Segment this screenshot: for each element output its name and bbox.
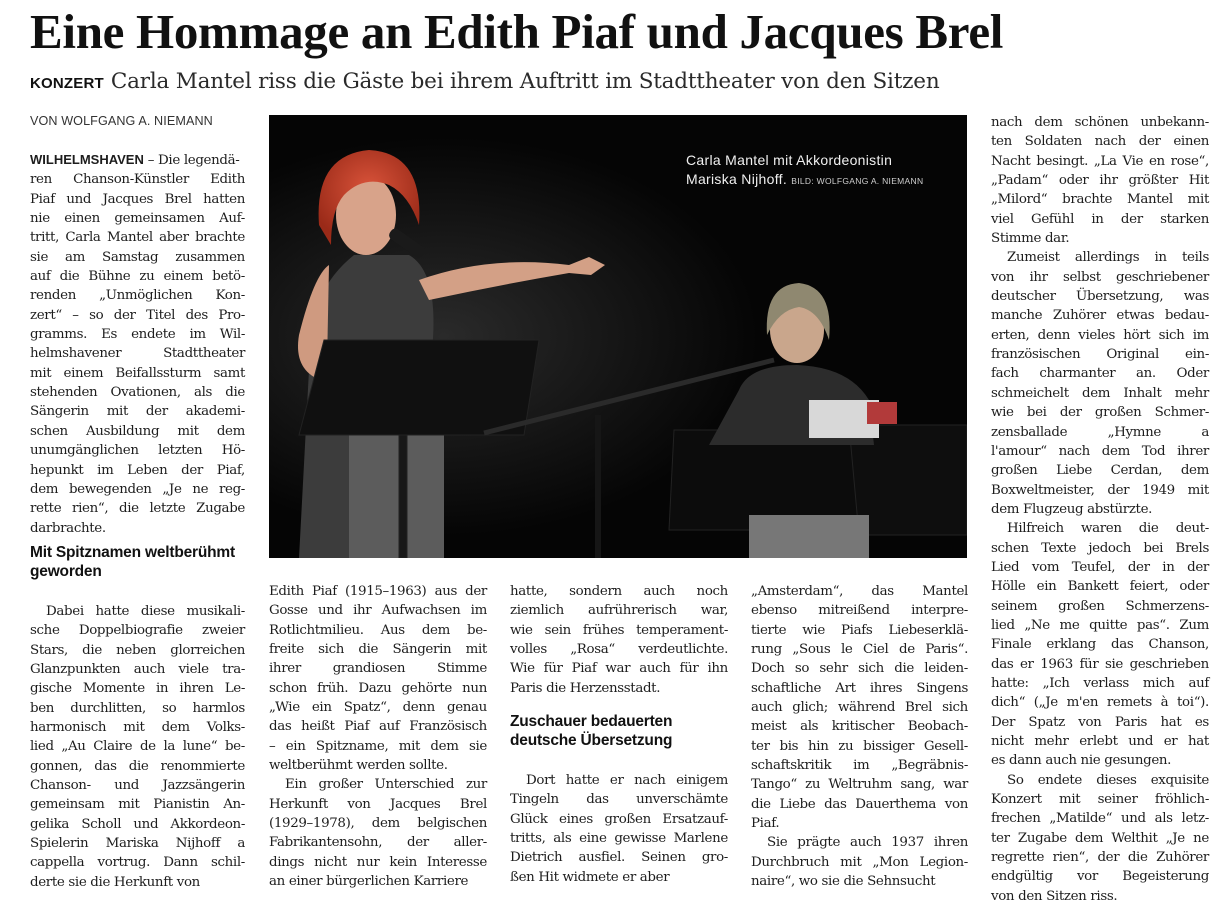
text-line: Spielerin Mariska Nijhoff a	[30, 836, 245, 852]
text-line: Lied vom Teufel, der in der	[991, 559, 1209, 575]
text-line: gemeinsam mit Pianistin An-	[30, 797, 245, 813]
text-line: Tingeln das unverschämte	[510, 792, 728, 808]
text-line: Hölle ein Bankett feiert, oder	[991, 579, 1209, 595]
text-line: das heißt Piaf auf Französisch	[269, 719, 487, 735]
text-line: Rotlichtmilieu. Aus dem be-	[269, 622, 487, 638]
text-line: deutscher Übersetzung, was	[991, 289, 1209, 305]
subtitle: Carla Mantel riss die Gäste bei ihrem Auftritt im Stadttheater von den Sitzen	[110, 69, 940, 94]
column-1-continued	[30, 602, 245, 892]
text-line: ben durchlitten, so harmlos	[30, 700, 245, 716]
text-line: gische Momente in ihren Le-	[30, 681, 245, 697]
text-line: „Amsterdam“, das Mantel	[751, 584, 968, 599]
text-line: – ein Spitzname, mit dem sie	[269, 738, 487, 754]
text-line: schen Ausbildung mit dem	[30, 423, 245, 439]
text-line: dings nicht nur kein Interesse	[269, 854, 487, 870]
text-line: auf die Bühne zu einem betö-	[30, 269, 245, 285]
text-line: l'amour“ nach dem Tod ihrer	[991, 443, 1209, 459]
text-line: lied „Au Claire de la lune“ be-	[30, 739, 245, 755]
text-line: tierte wie Piafs Liebeserklä-	[751, 622, 968, 638]
text-line: nicht mehr erlebt und er hat	[991, 734, 1209, 749]
caption-line-1: Carla Mantel mit Akkordeonistin	[686, 152, 893, 168]
byline: VON WOLFGANG A. NIEMANN	[30, 114, 213, 128]
text-line: ten Soldaten nach der einen	[991, 134, 1209, 150]
text-line: cappella vortrug. Dann schil-	[30, 855, 245, 871]
text-line: dem Flugzeug abstürzte.	[991, 501, 1153, 517]
text-line: zensballade „Hymne a	[991, 424, 1209, 440]
column-1	[30, 150, 245, 538]
text-line: ren Chanson-Künstler Edith	[30, 172, 245, 188]
text-line: schaftskritik im „Begräbnis-	[751, 758, 968, 774]
text-line: darbrachte.	[30, 520, 106, 536]
text-line: nie einen gemeinsamen Auf-	[30, 211, 245, 227]
text-line: endgültig vor Begeisterung	[991, 869, 1209, 885]
photo-caption	[686, 151, 923, 191]
text-line: Stimme dar.	[991, 231, 1070, 247]
text-line: viel Gefühl in der starken	[991, 211, 1209, 227]
text-line: rung „Sous le Ciel de Paris“.	[751, 642, 968, 658]
text-line: dem bewegenden „Je ne reg-	[30, 481, 245, 497]
caption-line-2: Mariska Nijhoff. BILD: WOLFGANG A. NIEMANN	[686, 171, 924, 187]
text-line: Zumeist allerdings in teils	[1007, 250, 1209, 266]
photo-credit: BILD: WOLFGANG A. NIEMANN	[791, 176, 924, 186]
text-line: Wie für Piaf war auch für ihn	[510, 661, 728, 677]
kicker: KONZERT	[30, 75, 104, 92]
text-line: gonnen, das die renommierte	[30, 758, 245, 774]
text-line: schaftliche Art ihres Singens	[751, 680, 968, 696]
text-line: frechen „Matilde“ und als letz-	[991, 811, 1209, 827]
text-line: seinem großen Schmerzens-	[991, 598, 1209, 614]
text-line: manche Zuhörer etwas bedau-	[991, 308, 1209, 324]
text-line: Doch so sehr sich die leiden-	[751, 661, 968, 677]
text-line: zert“ – so der Titel des Pro-	[30, 307, 245, 323]
text-line: Dort hatte er nach einigem	[526, 773, 728, 788]
text-line: nach dem schönen unbekann-	[991, 115, 1209, 130]
text-line: Glanzpunkten auch viele tra-	[30, 662, 245, 678]
text-line: ebenso mitreißend interpre-	[751, 603, 968, 619]
text-line: an einer bürgerlichen Karriere	[269, 874, 469, 890]
text-line: französischen Original ein-	[991, 347, 1209, 363]
text-line: die Liebe das Dauerthema von	[751, 796, 968, 812]
text-line: Konzert mit seiner fröhlich-	[991, 792, 1209, 808]
column-2	[269, 582, 487, 892]
text-line: Finale erklang das Chanson,	[991, 637, 1209, 653]
text-line: mit einem Beifallssturm samt	[30, 365, 245, 381]
text-line: schon früh. Dazu gehörte nun	[269, 680, 487, 696]
text-line: Sängerin mit der akademi-	[30, 404, 245, 420]
text-line: von den Sitzen riss.	[991, 888, 1118, 904]
text-line: das er 1963 für sie geschrieben	[991, 656, 1209, 672]
text-line: sie am Samstag zusammen	[30, 249, 245, 265]
text-line: Ein großer Unterschied zur	[285, 777, 487, 793]
text-line: Dietrich ausfiel. Seinen gro-	[510, 850, 728, 866]
text-line: Stars, die neben glorreichen	[30, 642, 245, 658]
text-line: Durchbruch mit „Mon Legion-	[751, 854, 968, 870]
text-line: Der Spatz von Paris hat es	[991, 714, 1209, 730]
text-line: sche Doppelbiografie zweier	[30, 623, 245, 639]
text-line: gelika Scholl und Akkordeon-	[30, 816, 245, 832]
text-line: „Padam“ oder ihr größter Hit	[991, 173, 1209, 189]
text-line: rette rien“, die letzte Zugabe	[30, 501, 245, 517]
text-line: ziemlich aufrührerisch war,	[510, 603, 728, 619]
column-4	[751, 582, 968, 892]
text-line: tritt, Carla Mantel aber brachte	[30, 230, 245, 246]
text-line: Paris die Herzensstadt.	[510, 680, 661, 696]
text-line: großen Liebe Cerdan, dem	[991, 463, 1209, 479]
subhead-nicknames: Mit Spitznamen weltberühmt geworden	[30, 544, 235, 580]
text-line: Edith Piaf (1915–1963) aus der	[269, 584, 487, 599]
text-line: „Wie ein Spatz“, denn genau	[269, 700, 487, 716]
text-line: harmonisch mit dem Volks-	[30, 720, 245, 736]
text-line: weltberühmt werden sollte.	[269, 758, 448, 774]
text-line: derte sie die Herkunft von	[30, 874, 200, 890]
text-line: Nacht besingt. „La Vie en rose“,	[991, 153, 1209, 169]
text-line: Glück eines großen Ersatzauf-	[510, 811, 728, 827]
text-line: erten, denn vieles hört sich im	[991, 327, 1209, 343]
text-line: es dann auch nie gesungen.	[991, 753, 1172, 769]
text-line: Piaf und Jacques Brel hatten	[30, 191, 245, 207]
column-3-bottom	[510, 771, 728, 887]
text-line: Sie prägte auch 1937 ihren	[767, 835, 968, 851]
text-line: Piaf.	[751, 816, 780, 832]
text-line: Chanson- und Jazzsängerin	[30, 778, 245, 794]
text-line: WILHELMSHAVEN – Die legendä-	[30, 152, 240, 168]
subtitle-line	[30, 66, 939, 98]
text-line: von ihr selbst geschriebener	[991, 269, 1209, 285]
text-line: tritts, als eine gewisse Marlene	[510, 831, 728, 847]
subhead-translation: Zuschauer bedauerten deutsche Übersetzung	[510, 713, 673, 749]
text-line: ter Zugabe dem Welthit „Je ne	[991, 830, 1209, 846]
dateline: WILHELMSHAVEN	[30, 152, 144, 167]
text-line: Dabei hatte diese musikali-	[46, 604, 245, 619]
text-line: Tango“ zu Weltruhm sang, war	[751, 777, 968, 793]
text-line: lied „Ne me quitte pas“. Zum	[991, 617, 1209, 633]
text-line: volles „Rosa“ verdeutlichte.	[510, 642, 728, 658]
text-line: hatte: „Ich verlass mich auf	[991, 675, 1209, 691]
text-line: schmeichelt dem Inhalt mehr	[991, 385, 1209, 401]
text-line: Herkunft von Jacques Brel	[269, 796, 487, 812]
text-line: unumgänglichen letzten Hö-	[30, 443, 245, 459]
text-line: Gosse und ihr Aufwachsen im	[269, 603, 487, 619]
text-line: dich“ („Je m'en remets à toi“).	[991, 695, 1209, 711]
text-line: auch glich; während Brel sich	[751, 700, 968, 716]
text-line: Hilfreich waren die deut-	[1007, 521, 1209, 537]
text-line: ihrer grandiosen Stimme	[269, 661, 487, 677]
text-line: meist als kritischer Beobach-	[751, 719, 968, 735]
text-line: stehenden Ovationen, als die	[30, 385, 245, 401]
text-line: ßen Hit widmete er aber	[510, 869, 670, 885]
text-line: fach charmanter an. Oder	[991, 366, 1209, 382]
column-3-top	[510, 582, 728, 698]
text-line: helmshavener Stadttheater	[30, 346, 245, 362]
headline: Eine Hommage an Edith Piaf und Jacques Brel	[30, 4, 1004, 59]
text-line: hatte, sondern auch noch	[510, 584, 728, 599]
column-5	[991, 113, 1209, 906]
text-line: regrette rien“, der die Zuhörer	[991, 850, 1209, 866]
text-line: Fabrikantensohn, der aller-	[269, 835, 487, 851]
text-line: naire“, wo sie die Sehnsucht	[751, 874, 936, 890]
text-line: Boxweltmeister, der 1949 mit	[991, 482, 1209, 498]
text-line: freite sich die Sängerin mit	[269, 642, 487, 658]
text-line: gramms. Es endete im Wil-	[30, 327, 245, 343]
text-line: ter bis hin zu bissiger Gesell-	[751, 738, 968, 754]
text-line: hepunkt im Leben der Piaf,	[30, 462, 245, 478]
text-line: „Milord“ brachte Mantel mit	[991, 192, 1209, 208]
text-line: (1929–1978), dem belgischen	[269, 816, 487, 832]
text-line: wie sein frühes temperament-	[510, 622, 728, 638]
text-line: wie bei der großen Schmer-	[991, 405, 1209, 421]
text-line: schen Texte jedoch bei Brels	[991, 540, 1209, 556]
text-line: renden „Unmöglichen Kon-	[30, 288, 245, 304]
text-line: So endete dieses exquisite	[1007, 772, 1209, 788]
